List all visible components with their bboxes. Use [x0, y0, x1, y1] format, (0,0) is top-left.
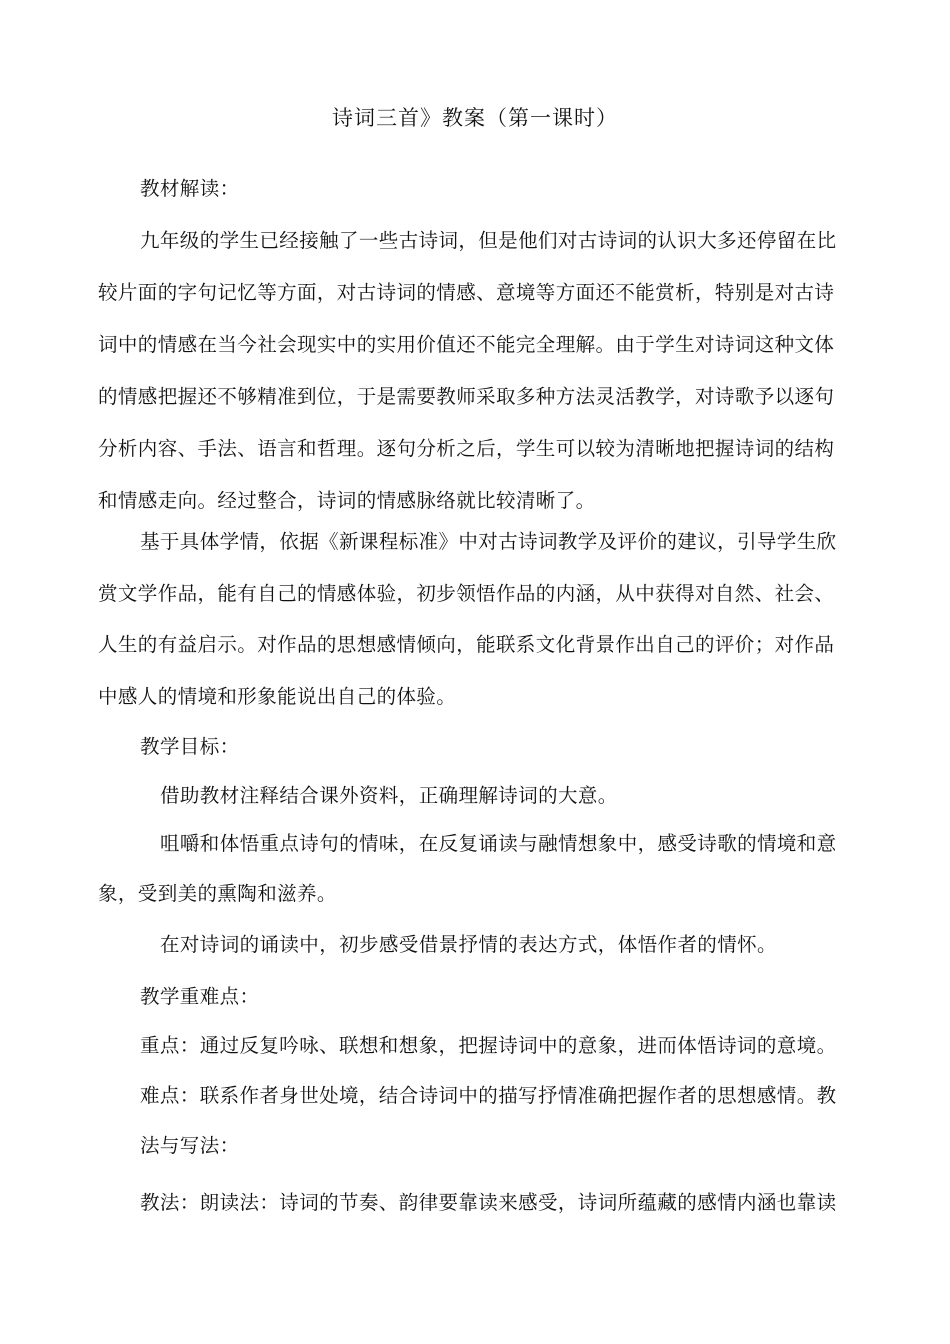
paragraph-line: 人生的有益启示。对作品的思想感情倾向，能联系文化背景作出自己的评价；对作品	[98, 633, 835, 656]
section-heading-methods: 法与写法：	[140, 1134, 240, 1157]
key-point-line: 重点：通过反复吟咏、联想和想象，把握诗词中的意象，进而体悟诗词的意境。	[140, 1034, 837, 1057]
paragraph-line: 和情感走向。经过整合，诗词的情感脉络就比较清晰了。	[98, 489, 596, 512]
paragraph-line: 较片面的字句记忆等方面，对古诗词的情感、意境等方面还不能赏析，特别是对古诗	[98, 281, 835, 304]
paragraph-line: 赏文学作品，能有自己的情感体验，初步领悟作品的内涵，从中获得对自然、社会、	[98, 582, 835, 605]
section-heading-textbook-analysis: 教材解读：	[140, 177, 240, 200]
paragraph-line: 中感人的情境和形象能说出自己的体验。	[98, 685, 457, 708]
goal-line: 在对诗词的诵读中，初步感受借景抒情的表达方式，体悟作者的情怀。	[160, 933, 777, 956]
goal-line: 借助教材注释结合课外资料，正确理解诗词的大意。	[160, 784, 618, 807]
goal-line: 象，受到美的熏陶和滋养。	[98, 882, 337, 905]
goal-line: 咀嚼和体悟重点诗句的情味，在反复诵读与融情想象中，感受诗歌的情境和意	[160, 832, 837, 855]
method-line: 教法：朗读法：诗词的节奏、韵律要靠读来感受，诗词所蕴藏的感情内涵也靠读	[140, 1191, 837, 1214]
difficulty-line: 难点：联系作者身世处境，结合诗词中的描写抒情准确把握作者的思想感情。教	[140, 1084, 837, 1107]
paragraph-line: 九年级的学生已经接触了一些古诗词，但是他们对古诗词的认识大多还停留在比	[140, 229, 837, 252]
document-title: 诗词三首》教案（第一课时）	[332, 106, 618, 130]
paragraph-line: 基于具体学情，依据《新课程标准》中对古诗词教学及评价的建议，引导学生欣	[140, 530, 837, 553]
paragraph-line: 的情感把握还不够精准到位，于是需要教师采取多种方法灵活教学，对诗歌予以逐句	[98, 385, 835, 408]
paragraph-line: 词中的情感在当今社会现实中的实用价值还不能完全理解。由于学生对诗词这种文体	[98, 333, 835, 356]
section-heading-key-points: 教学重难点：	[140, 985, 260, 1008]
section-heading-teaching-goals: 教学目标：	[140, 735, 240, 758]
paragraph-line: 分析内容、手法、语言和哲理。逐句分析之后，学生可以较为清晰地把握诗词的结构	[98, 437, 835, 460]
